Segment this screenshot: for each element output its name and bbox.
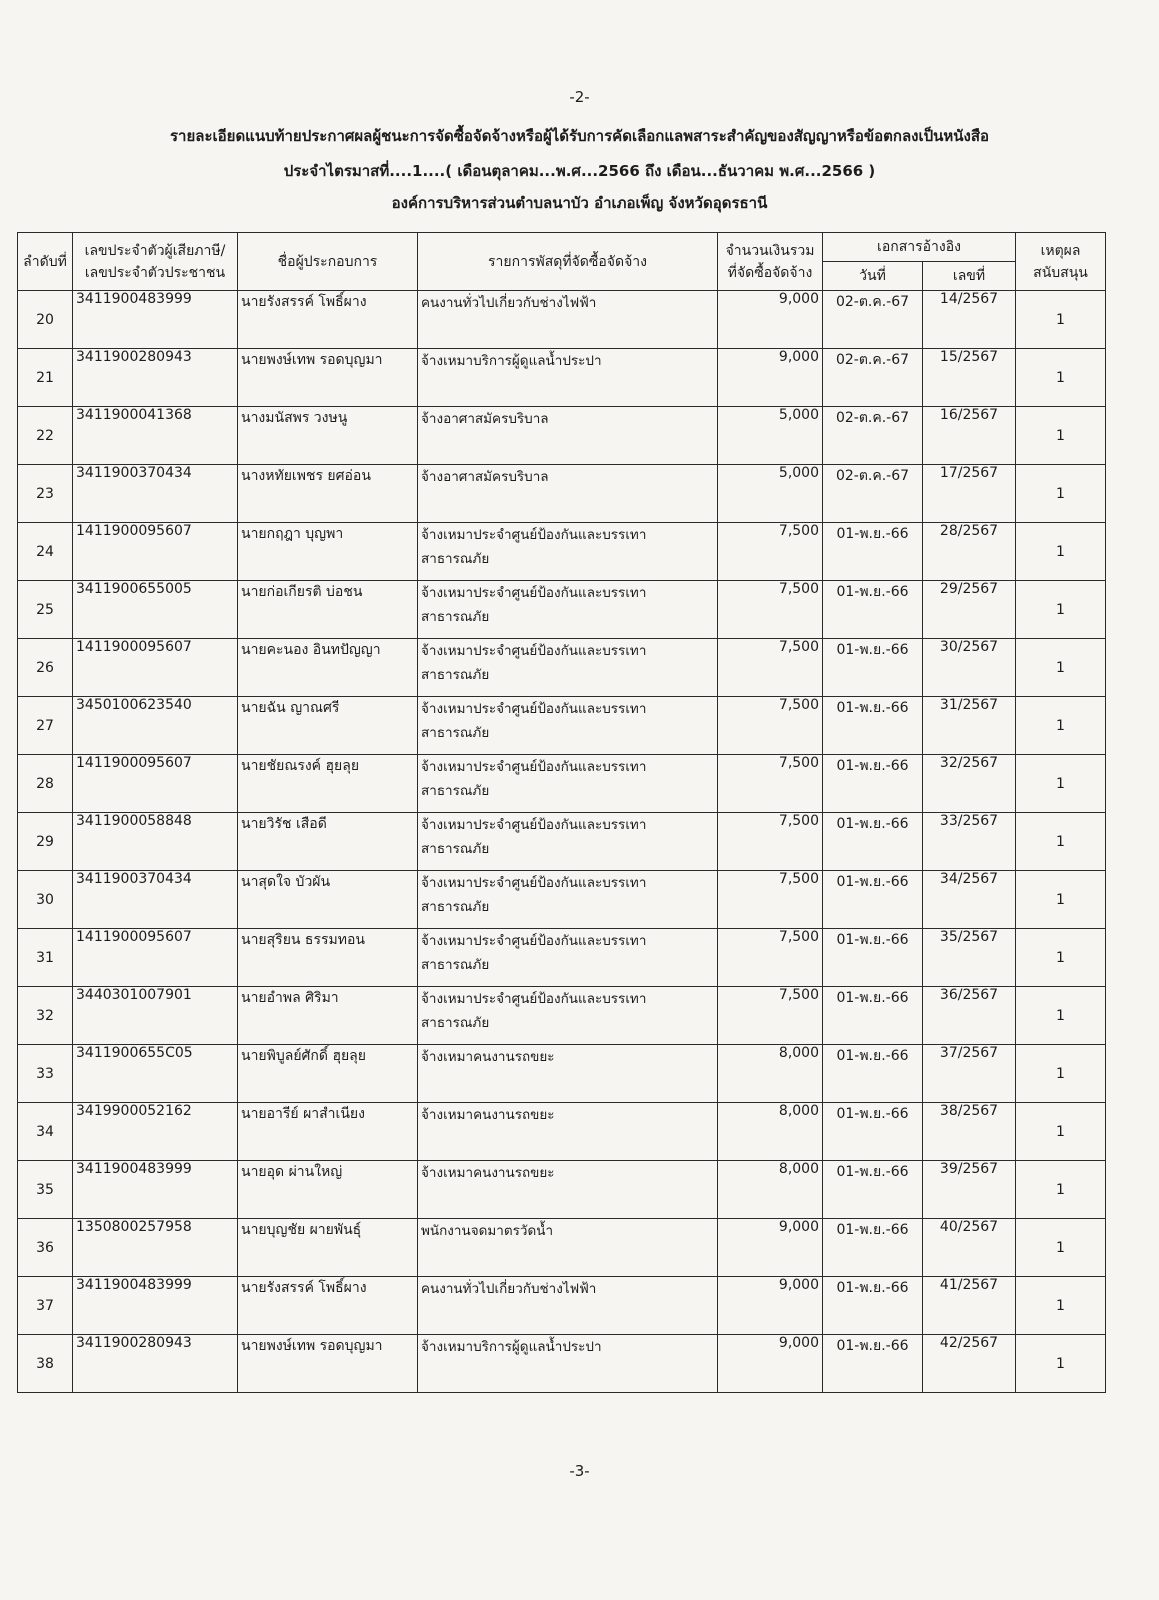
table-row	[18, 871, 1106, 929]
header-reason-line1: เหตุผล	[1040, 242, 1081, 259]
reason-code: 1	[1016, 465, 1106, 523]
amount: 7,500	[718, 523, 823, 581]
reason-code: 1	[1016, 291, 1106, 349]
reference-number: 17/2567	[923, 465, 1016, 523]
amount: 8,000	[718, 1045, 823, 1103]
row-number: 22	[18, 407, 73, 465]
contractor-name: นายรังสรรค์ โพธิ์ผาง	[238, 291, 418, 349]
reference-date: 01-พ.ย.-66	[823, 1277, 923, 1335]
taxpayer-id: 3411900483999	[73, 1277, 238, 1335]
contractor-name: นายพงษ์เทพ รอดบุญมา	[238, 349, 418, 407]
row-number: 21	[18, 349, 73, 407]
row-number: 26	[18, 639, 73, 697]
reference-number: 39/2567	[923, 1161, 1016, 1219]
procurement-table	[17, 232, 1106, 1393]
contractor-name: นางหทัยเพชร ยศอ่อน	[238, 465, 418, 523]
reason-code: 1	[1016, 1045, 1106, 1103]
reason-code: 1	[1016, 523, 1106, 581]
reason-code: 1	[1016, 407, 1106, 465]
header-reason-line2: สนับสนุน	[1033, 264, 1088, 281]
row-number: 38	[18, 1335, 73, 1393]
row-number: 32	[18, 987, 73, 1045]
reason-code: 1	[1016, 1335, 1106, 1393]
table-row	[18, 697, 1106, 755]
row-number: 36	[18, 1219, 73, 1277]
contractor-name: นายคะนอง อินทปัญญา	[238, 639, 418, 697]
item-description: จ้างอาศาสมัครบริบาล	[418, 465, 718, 523]
reference-date: 01-พ.ย.-66	[823, 755, 923, 813]
reference-number: 42/2567	[923, 1335, 1016, 1393]
reference-number: 40/2567	[923, 1219, 1016, 1277]
taxpayer-id: 1411900095607	[73, 639, 238, 697]
contractor-name: นายบุญชัย ผายพันธุ์	[238, 1219, 418, 1277]
reference-date: 01-พ.ย.-66	[823, 987, 923, 1045]
reason-code: 1	[1016, 581, 1106, 639]
reference-date: 01-พ.ย.-66	[823, 1103, 923, 1161]
reference-number: 31/2567	[923, 697, 1016, 755]
reference-date: 01-พ.ย.-66	[823, 523, 923, 581]
table-row	[18, 639, 1106, 697]
taxpayer-id: 3411900370434	[73, 871, 238, 929]
reference-date: 01-พ.ย.-66	[823, 697, 923, 755]
reference-date: 02-ต.ค.-67	[823, 465, 923, 523]
amount: 7,500	[718, 639, 823, 697]
reason-code: 1	[1016, 813, 1106, 871]
row-number: 29	[18, 813, 73, 871]
reference-number: 38/2567	[923, 1103, 1016, 1161]
reference-date: 01-พ.ย.-66	[823, 581, 923, 639]
organization-name: องค์การบริหารส่วนตำบลนาบัว อำเภอเพ็ญ จังหวัดอุดรธานี	[391, 194, 768, 212]
contractor-name: นายรังสรรค์ โพธิ์ผาง	[238, 1277, 418, 1335]
taxpayer-id: 3411900058848	[73, 813, 238, 871]
amount: 9,000	[718, 291, 823, 349]
table-row	[18, 755, 1106, 813]
reason-code: 1	[1016, 697, 1106, 755]
row-number: 35	[18, 1161, 73, 1219]
reference-date: 01-พ.ย.-66	[823, 1219, 923, 1277]
amount: 7,500	[718, 987, 823, 1045]
reference-date: 01-พ.ย.-66	[823, 929, 923, 987]
header-reason	[1016, 233, 1106, 291]
item-description: จ้างเหมาประจำศูนย์ป้องกันและบรรเทาสาธารณภัย	[418, 697, 718, 755]
reference-number: 30/2567	[923, 639, 1016, 697]
item-description: จ้างเหมาประจำศูนย์ป้องกันและบรรเทาสาธารณภัย	[418, 929, 718, 987]
reference-date: 01-พ.ย.-66	[823, 871, 923, 929]
amount: 9,000	[718, 1219, 823, 1277]
reference-number: 41/2567	[923, 1277, 1016, 1335]
item-description: จ้างเหมาประจำศูนย์ป้องกันและบรรเทาสาธารณภัย	[418, 523, 718, 581]
row-number: 23	[18, 465, 73, 523]
table-row	[18, 987, 1106, 1045]
contractor-name: นายอารีย์ ผาสำเนียง	[238, 1103, 418, 1161]
header-id-line2: เลขประจำตัวประชาชน	[84, 264, 226, 281]
reason-code: 1	[1016, 929, 1106, 987]
row-number: 28	[18, 755, 73, 813]
reference-date: 01-พ.ย.-66	[823, 813, 923, 871]
reference-number: 33/2567	[923, 813, 1016, 871]
reference-date: 02-ต.ค.-67	[823, 349, 923, 407]
item-description: จ้างเหมาประจำศูนย์ป้องกันและบรรเทาสาธารณภัย	[418, 813, 718, 871]
reference-number: 15/2567	[923, 349, 1016, 407]
taxpayer-id: 1350800257958	[73, 1219, 238, 1277]
taxpayer-id: 1411900095607	[73, 755, 238, 813]
amount: 7,500	[718, 813, 823, 871]
page-number-top: -2-	[569, 88, 590, 106]
header-date: วันที่	[823, 262, 923, 291]
taxpayer-id: 1411900095607	[73, 523, 238, 581]
table-row	[18, 1161, 1106, 1219]
header-reference: เอกสารอ้างอิง	[823, 233, 1016, 262]
item-description: จ้างเหมาประจำศูนย์ป้องกันและบรรเทาสาธารณภัย	[418, 871, 718, 929]
contractor-name: นายกฤฎา บุญพา	[238, 523, 418, 581]
amount: 9,000	[718, 1335, 823, 1393]
reason-code: 1	[1016, 639, 1106, 697]
table-row	[18, 523, 1106, 581]
reference-date: 01-พ.ย.-66	[823, 1045, 923, 1103]
amount: 5,000	[718, 465, 823, 523]
item-description: จ้างเหมาประจำศูนย์ป้องกันและบรรเทาสาธารณภัย	[418, 581, 718, 639]
header-no: ลำดับที่	[18, 233, 73, 291]
amount: 9,000	[718, 349, 823, 407]
reference-number: 28/2567	[923, 523, 1016, 581]
contractor-name: นายพงษ์เทพ รอดบุญมา	[238, 1335, 418, 1393]
reason-code: 1	[1016, 1277, 1106, 1335]
item-description: จ้างเหมาประจำศูนย์ป้องกันและบรรเทาสาธารณภัย	[418, 639, 718, 697]
reason-code: 1	[1016, 1219, 1106, 1277]
header-id-line1: เลขประจำตัวผู้เสียภาษี/	[84, 242, 226, 259]
reason-code: 1	[1016, 987, 1106, 1045]
table-row	[18, 581, 1106, 639]
reference-number: 16/2567	[923, 407, 1016, 465]
reference-date: 02-ต.ค.-67	[823, 407, 923, 465]
reference-number: 35/2567	[923, 929, 1016, 987]
item-description: จ้างอาศาสมัครบริบาล	[418, 407, 718, 465]
table-row	[18, 1277, 1106, 1335]
item-description: คนงานทั่วไปเกี่ยวกับช่างไฟฟ้า	[418, 1277, 718, 1335]
item-description: จ้างเหมาประจำศูนย์ป้องกันและบรรเทาสาธารณภัย	[418, 987, 718, 1045]
document-title: รายละเอียดแนบท้ายประกาศผลผู้ชนะการจัดซื้อจัดจ้างหรือผู้ได้รับการคัดเลือกแลพสาระสำคัญของสัญญาหรือข้อตกลงเป็นหนังสือ	[170, 127, 989, 145]
reason-code: 1	[1016, 349, 1106, 407]
taxpayer-id: 3419900052162	[73, 1103, 238, 1161]
contractor-name: นายวิรัช เสือดี	[238, 813, 418, 871]
reference-number: 29/2567	[923, 581, 1016, 639]
contractor-name: นายฉัน ญาณศรี	[238, 697, 418, 755]
taxpayer-id: 3450100623540	[73, 697, 238, 755]
item-description: จ้างเหมาบริการผู้ดูแลน้ำประปา	[418, 1335, 718, 1393]
amount: 7,500	[718, 929, 823, 987]
contractor-name: นายสุริยน ธรรมทอน	[238, 929, 418, 987]
reference-date: 02-ต.ค.-67	[823, 291, 923, 349]
header-amount-line1: จำนวนเงินรวม	[725, 242, 815, 259]
item-description: จ้างเหมาคนงานรถขยะ	[418, 1161, 718, 1219]
taxpayer-id: 3411900655C05	[73, 1045, 238, 1103]
item-description: จ้างเหมาประจำศูนย์ป้องกันและบรรเทาสาธารณภัย	[418, 755, 718, 813]
row-number: 33	[18, 1045, 73, 1103]
row-number: 34	[18, 1103, 73, 1161]
page-number-bottom: -3-	[569, 1462, 590, 1480]
table-row	[18, 407, 1106, 465]
table-row	[18, 813, 1106, 871]
reference-number: 14/2567	[923, 291, 1016, 349]
amount: 7,500	[718, 697, 823, 755]
reference-number: 36/2567	[923, 987, 1016, 1045]
document-period: ประจำไตรมาสที่....1....( เดือนตุลาคม...พ.ศ...2566 ถึง เดือน...ธันวาคม พ.ศ...2566 )	[283, 162, 876, 180]
amount: 8,000	[718, 1103, 823, 1161]
reason-code: 1	[1016, 755, 1106, 813]
contractor-name: นายพิบูลย์ศักดิ์ ฮุยลุย	[238, 1045, 418, 1103]
contractor-name: นายอำพล ศิริมา	[238, 987, 418, 1045]
amount: 5,000	[718, 407, 823, 465]
row-number: 30	[18, 871, 73, 929]
item-description: จ้างเหมาบริการผู้ดูแลน้ำประปา	[418, 349, 718, 407]
contractor-name: นาสุดใจ บัวผัน	[238, 871, 418, 929]
row-number: 20	[18, 291, 73, 349]
table-row	[18, 291, 1106, 349]
header-name: ชื่อผู้ประกอบการ	[238, 233, 418, 291]
reference-date: 01-พ.ย.-66	[823, 639, 923, 697]
amount: 7,500	[718, 581, 823, 639]
taxpayer-id: 3411900280943	[73, 1335, 238, 1393]
reference-number: 34/2567	[923, 871, 1016, 929]
contractor-name: นายก่อเกียรติ บ่อชน	[238, 581, 418, 639]
item-description: จ้างเหมาคนงานรถขยะ	[418, 1045, 718, 1103]
row-number: 31	[18, 929, 73, 987]
row-number: 24	[18, 523, 73, 581]
taxpayer-id: 3411900655005	[73, 581, 238, 639]
item-description: พนักงานจดมาตรวัดน้ำ	[418, 1219, 718, 1277]
item-description: คนงานทั่วไปเกี่ยวกับช่างไฟฟ้า	[418, 291, 718, 349]
table-header	[18, 233, 1106, 291]
taxpayer-id: 3440301007901	[73, 987, 238, 1045]
taxpayer-id: 1411900095607	[73, 929, 238, 987]
header-ref-no: เลขที่	[923, 262, 1016, 291]
reason-code: 1	[1016, 1103, 1106, 1161]
table-row	[18, 349, 1106, 407]
table-body	[18, 291, 1106, 1393]
row-number: 25	[18, 581, 73, 639]
reference-number: 32/2567	[923, 755, 1016, 813]
header-description: รายการพัสดุที่จัดซื้อจัดจ้าง	[418, 233, 718, 291]
table-row	[18, 1219, 1106, 1277]
taxpayer-id: 3411900280943	[73, 349, 238, 407]
taxpayer-id: 3411900483999	[73, 291, 238, 349]
taxpayer-id: 3411900041368	[73, 407, 238, 465]
row-number: 37	[18, 1277, 73, 1335]
amount: 7,500	[718, 755, 823, 813]
table-row	[18, 929, 1106, 987]
reference-date: 01-พ.ย.-66	[823, 1335, 923, 1393]
reference-date: 01-พ.ย.-66	[823, 1161, 923, 1219]
header-id	[73, 233, 238, 291]
table-row	[18, 1045, 1106, 1103]
contractor-name: นางมนัสพร วงษนู	[238, 407, 418, 465]
amount: 7,500	[718, 871, 823, 929]
taxpayer-id: 3411900370434	[73, 465, 238, 523]
amount: 9,000	[718, 1277, 823, 1335]
header-amount	[718, 233, 823, 291]
contractor-name: นายชัยณรงค์ ฮุยลุย	[238, 755, 418, 813]
header-amount-line2: ที่จัดซื้อจัดจ้าง	[727, 264, 813, 281]
taxpayer-id: 3411900483999	[73, 1161, 238, 1219]
amount: 8,000	[718, 1161, 823, 1219]
item-description: จ้างเหมาคนงานรถขยะ	[418, 1103, 718, 1161]
row-number: 27	[18, 697, 73, 755]
reason-code: 1	[1016, 1161, 1106, 1219]
reason-code: 1	[1016, 871, 1106, 929]
table-row	[18, 1103, 1106, 1161]
table-row	[18, 465, 1106, 523]
table-row	[18, 1335, 1106, 1393]
reference-number: 37/2567	[923, 1045, 1016, 1103]
contractor-name: นายอุด ผ่านใหญ่	[238, 1161, 418, 1219]
